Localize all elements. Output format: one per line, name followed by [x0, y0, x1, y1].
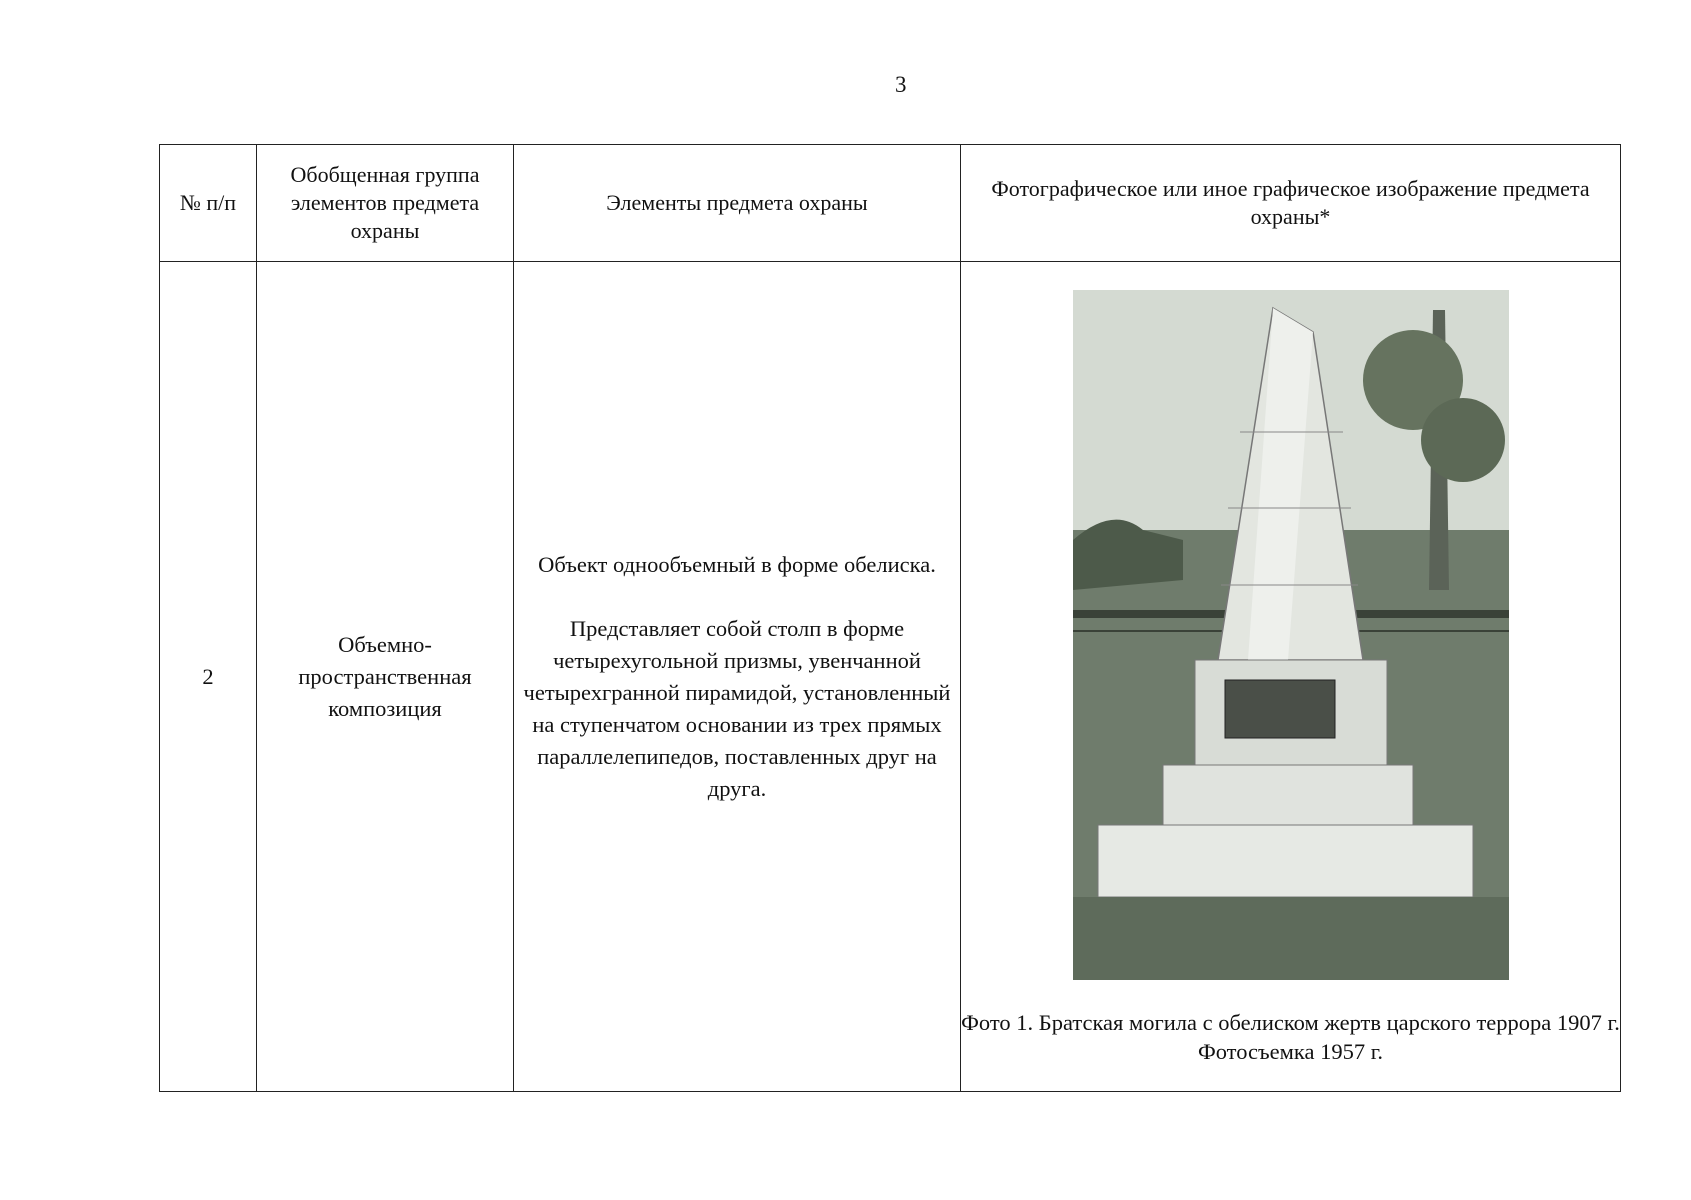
table-header-row: [160, 145, 1621, 262]
page-number: 3: [895, 72, 907, 97]
header-number: № п/п: [160, 145, 257, 262]
header-group: Обобщенная группа элементов предмета охраны: [257, 145, 514, 262]
row-image: [961, 262, 1621, 1092]
row-group: Объемно-пространственная композиция: [257, 262, 514, 1092]
header-elements: Элементы предмета охраны: [514, 145, 961, 262]
row-elements: [514, 262, 961, 1092]
elements-paragraph-2: Представляет собой столп в форме четырехугольной призмы, увенчанной четырехгранной пирамидой, установленный на ступенчатом основании из трех прямых параллелепипедов, поставленных друг на друга.: [523, 615, 951, 801]
table-row: [160, 262, 1621, 1092]
protection-table: [159, 144, 1621, 1092]
header-image: Фотографическое или иное графическое изображение предмета охраны*: [961, 145, 1621, 262]
row-number: 2: [160, 262, 257, 1092]
elements-paragraph-1: Объект однообъемный в форме обелиска.: [538, 551, 936, 577]
photo-caption: Фото 1. Братская могила с обелиском жертв царского террора 1907 г. Фотосъемка 1957 г.: [961, 1010, 1620, 1064]
obelisk-photo: [1073, 290, 1509, 980]
